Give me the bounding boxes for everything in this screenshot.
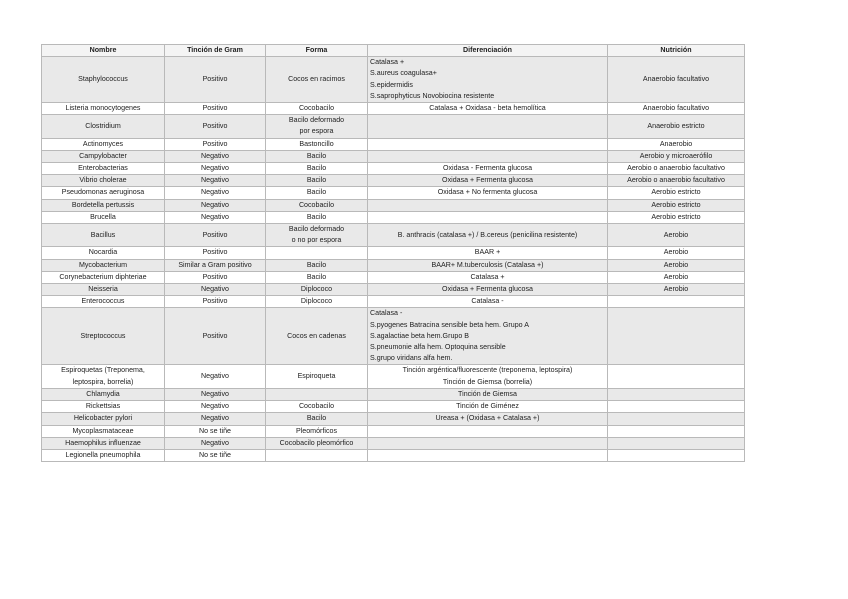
cell-nombre[interactable]: Staphylococcus (42, 57, 165, 103)
cell-nombre[interactable]: Corynebacterium diphteriae (42, 271, 165, 283)
cell-line: Tinción de Giemsa (borrelia) (442, 377, 533, 386)
cell-line: S.pyogenes Batracina sensible beta hem. Grupo A (370, 320, 529, 329)
cell-diferenciacion[interactable] (368, 271, 608, 283)
cell-nutricion[interactable] (608, 365, 745, 388)
cell-diferenciacion[interactable] (368, 224, 608, 247)
cell-tincion-gram[interactable]: Positivo (165, 115, 266, 138)
cell-tincion-gram[interactable]: Positivo (165, 308, 266, 365)
cell-nutricion[interactable]: Aerobio y microaerófilo (608, 150, 745, 162)
cell-nombre[interactable]: Bacillus (42, 224, 165, 247)
cell-line: Bacilo deformado (288, 116, 345, 125)
cell-forma[interactable]: Cocos en racimos (266, 57, 368, 103)
cell-nombre[interactable]: Vibrio cholerae (42, 175, 165, 187)
cell-nutricion[interactable] (608, 296, 745, 308)
cell-forma[interactable] (266, 247, 368, 259)
table-row (42, 115, 745, 138)
cell-forma[interactable]: Cocobacilo pleomórfico (266, 437, 368, 449)
cell-line: Oxidasa - Fermenta glucosa (442, 164, 533, 173)
cell-tincion-gram[interactable]: Positivo (165, 103, 266, 115)
table-row (42, 365, 745, 388)
cell-forma[interactable]: Bacilo (266, 150, 368, 162)
cell-nutricion[interactable] (608, 449, 745, 461)
cell-nombre[interactable] (42, 365, 165, 388)
table-row (42, 103, 745, 115)
cell-nutricion[interactable]: Aerobio estricto (608, 199, 745, 211)
table-row (42, 163, 745, 175)
header-tincion-gram[interactable]: Tinción de Gram (165, 45, 266, 57)
cell-diferenciacion[interactable] (368, 401, 608, 413)
cell-tincion-gram[interactable]: Negativo (165, 388, 266, 400)
cell-diferenciacion[interactable] (368, 413, 608, 425)
cell-nutricion[interactable]: Aerobio (608, 271, 745, 283)
cell-nombre[interactable]: Campylobacter (42, 150, 165, 162)
cell-forma[interactable]: Bacilo (266, 259, 368, 271)
cell-forma[interactable] (266, 115, 368, 138)
cell-forma[interactable]: Bacilo (266, 211, 368, 223)
cell-nutricion[interactable] (608, 388, 745, 400)
table-row (42, 187, 745, 199)
cell-forma[interactable] (266, 449, 368, 461)
cell-diferenciacion[interactable] (368, 199, 608, 211)
cell-diferenciacion[interactable] (368, 57, 608, 103)
table-row (42, 150, 745, 162)
cell-forma[interactable]: Bacilo (266, 413, 368, 425)
table-row (42, 425, 745, 437)
cell-forma[interactable]: Bacilo (266, 163, 368, 175)
cell-line: Catalasa + Oxidasa - beta hemolítica (429, 104, 546, 113)
table-row (42, 175, 745, 187)
cell-line: S.aureus coagulasa+ (370, 69, 437, 78)
cell-forma[interactable]: Diplococo (266, 284, 368, 296)
cell-forma[interactable]: Cocobacilo (266, 103, 368, 115)
cell-diferenciacion[interactable] (368, 247, 608, 259)
cell-nombre[interactable]: Haemophilus influenzae (42, 437, 165, 449)
cell-tincion-gram[interactable]: Positivo (165, 271, 266, 283)
cell-diferenciacion[interactable] (368, 259, 608, 271)
table-row (42, 388, 745, 400)
cell-forma[interactable]: Diplococo (266, 296, 368, 308)
cell-nombre[interactable]: Legionella pneumophila (42, 449, 165, 461)
cell-line: Oxidasa + Fermenta glucosa (442, 285, 533, 294)
cell-line: Oxidasa + Fermenta glucosa (442, 176, 533, 185)
cell-line: Catalasa - (370, 309, 403, 318)
cell-tincion-gram[interactable]: No se tiñe (165, 425, 266, 437)
table-row (42, 437, 745, 449)
table-row (42, 57, 745, 103)
cell-nombre[interactable]: Mycobacterium (42, 259, 165, 271)
table-row (42, 224, 745, 247)
cell-line: o no por espora (291, 236, 342, 245)
cell-line: Tinción de Giménez (456, 402, 519, 411)
table-body (42, 57, 745, 462)
cell-line: por espora (299, 127, 334, 136)
table-row (42, 259, 745, 271)
cell-tincion-gram[interactable]: Positivo (165, 57, 266, 103)
cell-tincion-gram[interactable]: Negativo (165, 187, 266, 199)
table-row (42, 271, 745, 283)
cell-forma[interactable]: Cocobacilo (266, 199, 368, 211)
cell-forma[interactable] (266, 388, 368, 400)
cell-tincion-gram[interactable]: Positivo (165, 224, 266, 247)
table-row (42, 199, 745, 211)
table-row (42, 401, 745, 413)
cell-nombre[interactable]: Neisseria (42, 284, 165, 296)
cell-tincion-gram[interactable]: Negativo (165, 175, 266, 187)
cell-forma[interactable] (266, 224, 368, 247)
cell-line: leptospira, borrelia) (72, 377, 134, 386)
cell-line: Oxidasa + No fermenta glucosa (437, 188, 538, 197)
cell-nutricion[interactable]: Aerobio (608, 247, 745, 259)
table-row (42, 247, 745, 259)
header-row (42, 45, 745, 57)
cell-line: S.epidermidis (370, 80, 413, 89)
cell-nombre[interactable]: Mycoplasmataceae (42, 425, 165, 437)
cell-diferenciacion[interactable] (368, 425, 608, 437)
cell-nombre[interactable]: Actinomyces (42, 138, 165, 150)
cell-tincion-gram[interactable]: Positivo (165, 296, 266, 308)
cell-line: Ureasa + (Oxidasa + Catalasa +) (435, 414, 540, 423)
cell-diferenciacion[interactable] (368, 175, 608, 187)
cell-tincion-gram[interactable]: Negativo (165, 163, 266, 175)
cell-nutricion[interactable]: Aerobio estricto (608, 211, 745, 223)
cell-diferenciacion[interactable] (368, 449, 608, 461)
cell-nutricion[interactable]: Aerobio o anaerobio facultativo (608, 175, 745, 187)
cell-tincion-gram[interactable]: Negativo (165, 401, 266, 413)
header-diferenciacion[interactable]: Diferenciación (368, 45, 608, 57)
cell-line: S.pneumonie alfa hem. Optoquina sensible (370, 343, 506, 352)
cell-tincion-gram[interactable]: No se tiñe (165, 449, 266, 461)
cell-nutricion[interactable] (608, 401, 745, 413)
cell-nutricion[interactable]: Aerobio estricto (608, 187, 745, 199)
cell-forma[interactable]: Bacilo (266, 271, 368, 283)
cell-nombre[interactable]: Brucella (42, 211, 165, 223)
cell-nutricion[interactable]: Aerobio (608, 284, 745, 296)
cell-diferenciacion[interactable] (368, 103, 608, 115)
cell-nutricion[interactable]: Aerobio (608, 224, 745, 247)
cell-nombre[interactable]: Helicobacter pylori (42, 413, 165, 425)
cell-line: Tinción de Giemsa (458, 389, 517, 398)
cell-line: Bacilo deformado (288, 225, 345, 234)
header-nombre[interactable]: Nombre (42, 45, 165, 57)
cell-nombre[interactable]: Enterobacterias (42, 163, 165, 175)
cell-forma[interactable]: Pleomórficos (266, 425, 368, 437)
cell-diferenciacion[interactable] (368, 115, 608, 138)
cell-nutricion[interactable] (608, 425, 745, 437)
cell-nutricion[interactable] (608, 437, 745, 449)
cell-line: Catalasa - (471, 297, 504, 306)
cell-tincion-gram[interactable]: Similar a Gram positivo (165, 259, 266, 271)
cell-line: Espiroquetas (Treponema, (61, 366, 145, 375)
cell-line: BAAR + (474, 248, 501, 257)
cell-nombre[interactable]: Listeria monocytogenes (42, 103, 165, 115)
cell-line: S.agalactiae beta hem.Grupo B (370, 331, 469, 340)
cell-nutricion[interactable]: Aerobio o anaerobio facultativo (608, 163, 745, 175)
spreadsheet-area (41, 44, 745, 462)
cell-nutricion[interactable] (608, 413, 745, 425)
cell-forma[interactable]: Cocos en cadenas (266, 308, 368, 365)
cell-nombre[interactable]: Clostridium (42, 115, 165, 138)
cell-diferenciacion[interactable] (368, 284, 608, 296)
cell-tincion-gram[interactable]: Negativo (165, 413, 266, 425)
cell-nombre[interactable]: Rickettsias (42, 401, 165, 413)
cell-tincion-gram[interactable]: Positivo (165, 247, 266, 259)
cell-nutricion[interactable]: Anaerobio facultativo (608, 57, 745, 103)
cell-diferenciacion[interactable] (368, 296, 608, 308)
table-row (42, 413, 745, 425)
cell-line: S.saprophyticus Novobiocina resistente (370, 91, 495, 100)
cell-line: Catalasa + (470, 272, 505, 281)
table-row (42, 284, 745, 296)
cell-forma[interactable]: Bacilo (266, 187, 368, 199)
table-row (42, 449, 745, 461)
cell-nutricion[interactable]: Anaerobio (608, 138, 745, 150)
table-row (42, 211, 745, 223)
table-row (42, 308, 745, 365)
header-nutricion[interactable]: Nutrición (608, 45, 745, 57)
cell-nombre[interactable]: Bordetella pertussis (42, 199, 165, 211)
cell-diferenciacion[interactable] (368, 388, 608, 400)
cell-diferenciacion[interactable] (368, 211, 608, 223)
cell-tincion-gram[interactable]: Negativo (165, 365, 266, 388)
cell-forma[interactable]: Espiroqueta (266, 365, 368, 388)
cell-line: B. anthracis (catalasa +) / B.cereus (penicilina resistente) (397, 230, 578, 239)
cell-diferenciacion[interactable] (368, 365, 608, 388)
cell-nutricion[interactable] (608, 308, 745, 365)
cell-tincion-gram[interactable]: Positivo (165, 138, 266, 150)
cell-nombre[interactable]: Pseudomonas aeruginosa (42, 187, 165, 199)
cell-nombre[interactable]: Nocardia (42, 247, 165, 259)
cell-diferenciacion[interactable] (368, 163, 608, 175)
cell-diferenciacion[interactable] (368, 437, 608, 449)
cell-line: BAAR+ M.tuberculosis (Catalasa +) (431, 260, 544, 269)
cell-nutricion[interactable]: Anaerobio facultativo (608, 103, 745, 115)
header-forma[interactable]: Forma (266, 45, 368, 57)
cell-tincion-gram[interactable]: Negativo (165, 199, 266, 211)
cell-diferenciacion[interactable] (368, 187, 608, 199)
cell-nutricion[interactable]: Anaerobio estricto (608, 115, 745, 138)
cell-nombre[interactable]: Streptococcus (42, 308, 165, 365)
cell-diferenciacion[interactable] (368, 308, 608, 365)
cell-nutricion[interactable]: Aerobio (608, 259, 745, 271)
cell-nombre[interactable]: Chlamydia (42, 388, 165, 400)
cell-forma[interactable]: Bacilo (266, 175, 368, 187)
cell-nombre[interactable]: Enterococcus (42, 296, 165, 308)
bacteria-table (41, 44, 745, 462)
cell-diferenciacion[interactable] (368, 150, 608, 162)
cell-diferenciacion[interactable] (368, 138, 608, 150)
cell-tincion-gram[interactable]: Negativo (165, 437, 266, 449)
cell-tincion-gram[interactable]: Negativo (165, 150, 266, 162)
cell-forma[interactable]: Bastoncillo (266, 138, 368, 150)
cell-line: Tinción argéntica/fluorescente (treponema, leptospira) (402, 366, 573, 375)
cell-tincion-gram[interactable]: Negativo (165, 284, 266, 296)
table-row (42, 296, 745, 308)
cell-line: S.grupo viridans alfa hem. (370, 354, 453, 363)
cell-tincion-gram[interactable]: Negativo (165, 211, 266, 223)
cell-forma[interactable]: Cocobacilo (266, 401, 368, 413)
table-row (42, 138, 745, 150)
cell-line: Catalasa + (370, 58, 405, 67)
